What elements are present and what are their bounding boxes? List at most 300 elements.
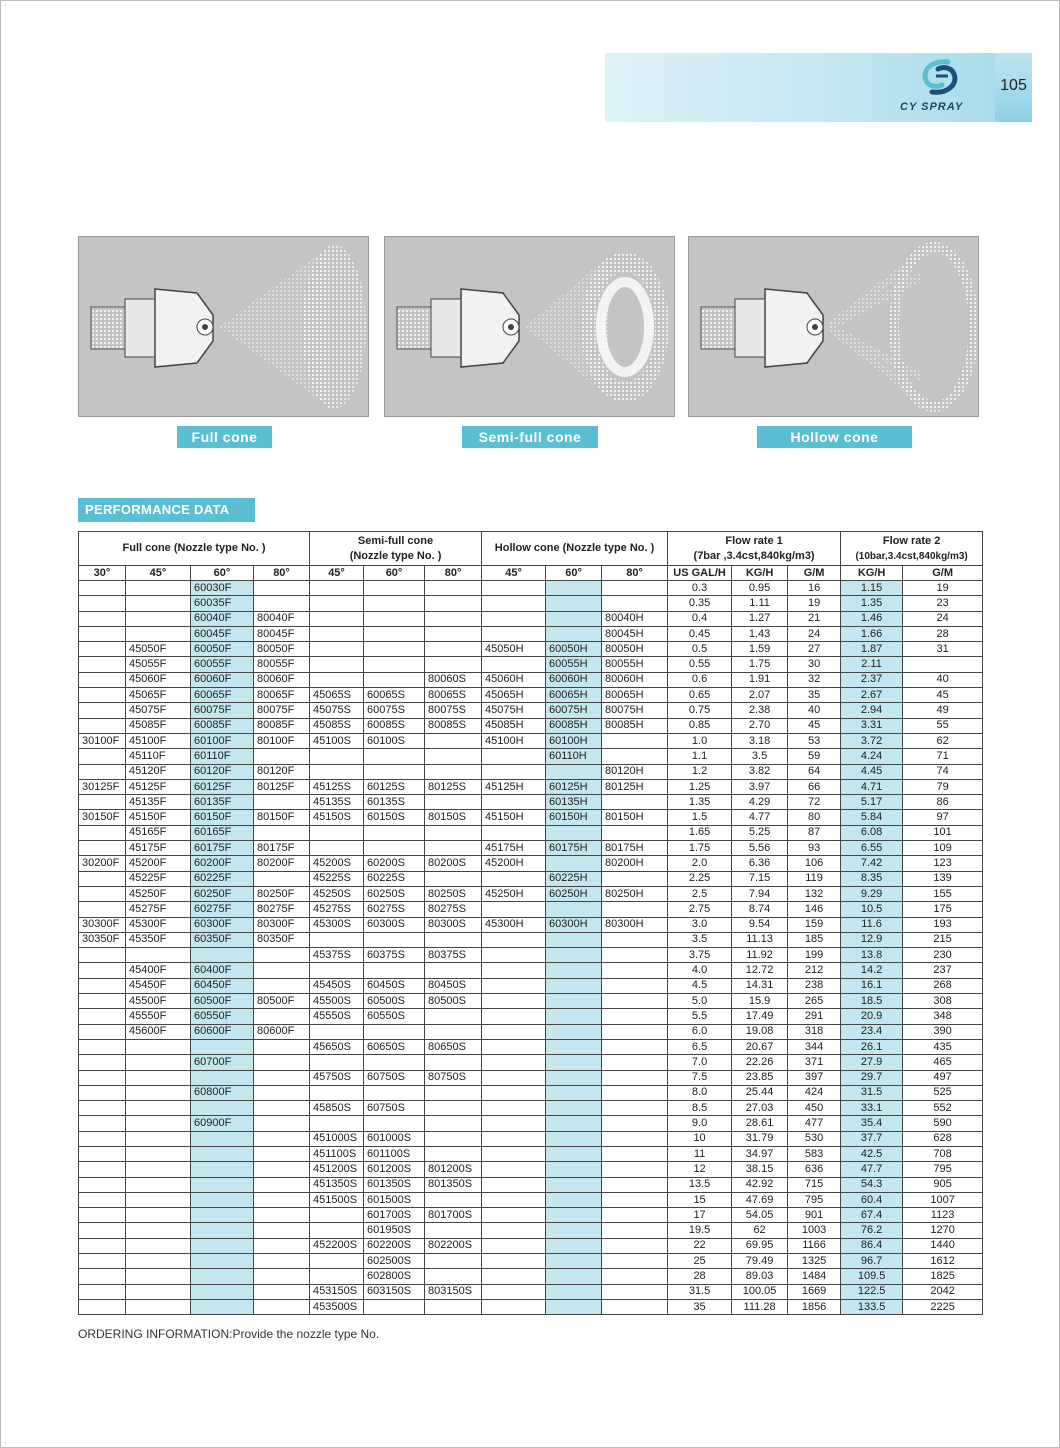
column-header: KG/H: [841, 566, 903, 581]
table-cell: 80275F: [254, 902, 310, 917]
table-cell: [364, 1055, 425, 1070]
table-cell: 80065H: [602, 688, 668, 703]
table-cell: [602, 1208, 668, 1223]
table-cell: 45065F: [126, 688, 191, 703]
table-cell: 80075F: [254, 703, 310, 718]
table-cell: [364, 963, 425, 978]
table-cell: 47.69: [732, 1192, 788, 1207]
table-cell: 318: [788, 1024, 841, 1039]
table-cell: [546, 1208, 602, 1223]
table-cell: 27: [788, 642, 841, 657]
table-cell: 80065F: [254, 688, 310, 703]
table-cell: 31: [903, 642, 983, 657]
table-cell: [602, 1146, 668, 1161]
table-cell: 60300S: [364, 917, 425, 932]
header-semi-full-line1: Semi-full cone: [357, 534, 434, 547]
table-cell: [425, 657, 482, 672]
table-cell: [364, 825, 425, 840]
table-cell: 477: [788, 1116, 841, 1131]
table-cell: 10: [668, 1131, 732, 1146]
table-cell: [602, 963, 668, 978]
table-cell: [126, 1192, 191, 1207]
table-cell: 66: [788, 779, 841, 794]
table-cell: 13.5: [668, 1177, 732, 1192]
table-cell: 3.97: [732, 779, 788, 794]
table-cell: 9.54: [732, 917, 788, 932]
table-cell: [254, 1238, 310, 1253]
table-cell: [191, 948, 254, 963]
table-cell: [191, 1208, 254, 1223]
table-cell: [546, 1055, 602, 1070]
table-cell: 16.1: [841, 978, 903, 993]
table-cell: 0.4: [668, 611, 732, 626]
table-cell: 45225F: [126, 871, 191, 886]
table-body: [79, 581, 983, 1315]
table-cell: 45400F: [126, 963, 191, 978]
table-cell: 45200F: [126, 856, 191, 871]
table-cell: 155: [903, 886, 983, 901]
table-cell: [310, 1254, 364, 1269]
table-cell: 1.1: [668, 749, 732, 764]
table-cell: 60275S: [364, 902, 425, 917]
table-cell: 1.27: [732, 611, 788, 626]
column-header: G/M: [903, 566, 983, 581]
table-cell: [546, 1284, 602, 1299]
table-cell: 60600F: [191, 1024, 254, 1039]
table-cell: 3.75: [668, 948, 732, 963]
table-cell: [191, 1223, 254, 1238]
table-cell: 19.5: [668, 1223, 732, 1238]
table-cell: [546, 1299, 602, 1314]
table-cell: 237: [903, 963, 983, 978]
table-cell: 80300F: [254, 917, 310, 932]
table-cell: 4.0: [668, 963, 732, 978]
table-cell: [79, 841, 126, 856]
table-cell: [254, 1101, 310, 1116]
table-cell: [546, 1254, 602, 1269]
table-cell: 80450S: [425, 978, 482, 993]
table-cell: 80500S: [425, 994, 482, 1009]
table-cell: [364, 1116, 425, 1131]
column-header: US GAL/H: [668, 566, 732, 581]
table-cell: [482, 932, 546, 947]
table-cell: [254, 948, 310, 963]
table-cell: 45550S: [310, 1009, 364, 1024]
table-cell: 602800S: [364, 1269, 425, 1284]
table-cell: 60060H: [546, 672, 602, 687]
table-cell: [126, 1284, 191, 1299]
column-header: 45°: [126, 566, 191, 581]
table-cell: 79.49: [732, 1254, 788, 1269]
table-cell: [79, 1101, 126, 1116]
table-cell: [602, 871, 668, 886]
table-cell: 35.4: [841, 1116, 903, 1131]
table-cell: 33.1: [841, 1101, 903, 1116]
table-cell: 49: [903, 703, 983, 718]
table-cell: 1166: [788, 1238, 841, 1253]
table-cell: [79, 1177, 126, 1192]
table-cell: [310, 963, 364, 978]
table-cell: [254, 1269, 310, 1284]
table-cell: 5.17: [841, 795, 903, 810]
table-cell: 308: [903, 994, 983, 1009]
table-cell: 26.1: [841, 1039, 903, 1054]
table-row: [79, 688, 983, 703]
table-cell: 17: [668, 1208, 732, 1223]
table-cell: 424: [788, 1085, 841, 1100]
table-cell: [310, 596, 364, 611]
table-cell: [254, 978, 310, 993]
table-cell: 23.4: [841, 1024, 903, 1039]
table-cell: 451200S: [310, 1162, 364, 1177]
table-cell: [191, 1177, 254, 1192]
table-cell: [310, 657, 364, 672]
table-cell: 45600F: [126, 1024, 191, 1039]
table-cell: 452200S: [310, 1238, 364, 1253]
table-cell: 45125F: [126, 779, 191, 794]
table-cell: 60200S: [364, 856, 425, 871]
table-cell: [425, 1131, 482, 1146]
table-cell: 19: [788, 596, 841, 611]
table-cell: 0.35: [668, 596, 732, 611]
table-cell: [310, 642, 364, 657]
table-cell: [482, 1162, 546, 1177]
table-cell: 80200S: [425, 856, 482, 871]
table-cell: [254, 871, 310, 886]
table-cell: [191, 1254, 254, 1269]
table-cell: [79, 1284, 126, 1299]
table-cell: [546, 626, 602, 641]
table-cell: [310, 1024, 364, 1039]
table-cell: 45075F: [126, 703, 191, 718]
table-cell: [79, 825, 126, 840]
table-cell: [546, 994, 602, 1009]
table-cell: [602, 1254, 668, 1269]
table-cell: 106: [788, 856, 841, 871]
table-cell: 2.94: [841, 703, 903, 718]
table-cell: 45135S: [310, 795, 364, 810]
table-cell: 23.85: [732, 1070, 788, 1085]
table-cell: 1612: [903, 1254, 983, 1269]
table-cell: 60550S: [364, 1009, 425, 1024]
table-cell: [482, 626, 546, 641]
table-cell: [546, 1039, 602, 1054]
table-cell: [79, 1085, 126, 1100]
table-cell: [425, 871, 482, 886]
table-cell: [546, 948, 602, 963]
table-cell: [425, 1009, 482, 1024]
table-cell: [425, 764, 482, 779]
table-cell: 80060S: [425, 672, 482, 687]
table-cell: [310, 932, 364, 947]
table-cell: 123: [903, 856, 983, 871]
table-cell: 14.31: [732, 978, 788, 993]
table-row: [79, 978, 983, 993]
table-cell: [79, 611, 126, 626]
table-cell: [79, 1238, 126, 1253]
table-cell: 60125H: [546, 779, 602, 794]
table-cell: 45085S: [310, 718, 364, 733]
table-cell: [254, 749, 310, 764]
table-cell: 27.9: [841, 1055, 903, 1070]
table-cell: 9.29: [841, 886, 903, 901]
table-row: [79, 581, 983, 596]
table-cell: 60750S: [364, 1101, 425, 1116]
table-cell: 601200S: [364, 1162, 425, 1177]
table-row: [79, 932, 983, 947]
table-cell: 60120F: [191, 764, 254, 779]
table-cell: 7.15: [732, 871, 788, 886]
table-cell: [79, 688, 126, 703]
table-cell: 801700S: [425, 1208, 482, 1223]
table-cell: 11: [668, 1146, 732, 1161]
table-cell: [79, 871, 126, 886]
column-header: 80°: [602, 566, 668, 581]
table-cell: 60055F: [191, 657, 254, 672]
table-cell: [425, 611, 482, 626]
table-cell: 86: [903, 795, 983, 810]
table-cell: [546, 1131, 602, 1146]
table-cell: 60300H: [546, 917, 602, 932]
table-cell: [79, 718, 126, 733]
table-cell: [546, 1024, 602, 1039]
table-cell: 28.61: [732, 1116, 788, 1131]
table-cell: [191, 1192, 254, 1207]
table-cell: [482, 1085, 546, 1100]
table-cell: 19: [903, 581, 983, 596]
table-row: [79, 1299, 983, 1314]
table-cell: [79, 1070, 126, 1085]
table-cell: [126, 1269, 191, 1284]
table-row: [79, 948, 983, 963]
table-cell: 24: [903, 611, 983, 626]
table-cell: 601700S: [364, 1208, 425, 1223]
table-cell: [546, 611, 602, 626]
table-cell: [79, 978, 126, 993]
table-cell: 60175H: [546, 841, 602, 856]
table-cell: 451100S: [310, 1146, 364, 1161]
table-cell: 122.5: [841, 1284, 903, 1299]
table-cell: 12.9: [841, 932, 903, 947]
table-cell: 23: [903, 596, 983, 611]
table-cell: [79, 1055, 126, 1070]
table-cell: 3.72: [841, 733, 903, 748]
table-row: [79, 994, 983, 1009]
table-cell: [482, 1055, 546, 1070]
column-header: 45°: [482, 566, 546, 581]
table-cell: 60200F: [191, 856, 254, 871]
table-cell: 119: [788, 871, 841, 886]
table-cell: [482, 581, 546, 596]
table-cell: [126, 581, 191, 596]
table-cell: 76.2: [841, 1223, 903, 1238]
table-cell: 6.36: [732, 856, 788, 871]
table-cell: 80085F: [254, 718, 310, 733]
table-cell: [126, 1177, 191, 1192]
table-cell: [425, 596, 482, 611]
table-cell: [310, 626, 364, 641]
table-cell: [602, 581, 668, 596]
table-cell: [79, 657, 126, 672]
table-cell: [79, 764, 126, 779]
table-cell: 79: [903, 779, 983, 794]
table-cell: 16: [788, 581, 841, 596]
table-cell: 1007: [903, 1192, 983, 1207]
table-cell: [310, 1223, 364, 1238]
table-cell: [310, 749, 364, 764]
table-cell: 60165F: [191, 825, 254, 840]
table-cell: 802200S: [425, 1238, 482, 1253]
table-cell: [425, 1146, 482, 1161]
table-cell: 60055H: [546, 657, 602, 672]
header-full-cone: Full cone (Nozzle type No. ): [79, 532, 310, 566]
table-cell: [482, 1177, 546, 1192]
table-cell: 45500S: [310, 994, 364, 1009]
table-cell: 60110F: [191, 749, 254, 764]
header-flow1-line1: Flow rate 1: [725, 534, 783, 547]
column-header: 30°: [79, 566, 126, 581]
table-cell: 9.0: [668, 1116, 732, 1131]
table-cell: 80065S: [425, 688, 482, 703]
table-cell: [79, 1254, 126, 1269]
table-cell: 62: [903, 733, 983, 748]
table-cell: 397: [788, 1070, 841, 1085]
table-cell: [482, 795, 546, 810]
table-cell: 47.7: [841, 1162, 903, 1177]
table-cell: [364, 657, 425, 672]
table-cell: 60065F: [191, 688, 254, 703]
table-cell: 265: [788, 994, 841, 1009]
table-cell: 601950S: [364, 1223, 425, 1238]
table-cell: 60300F: [191, 917, 254, 932]
table-cell: 5.56: [732, 841, 788, 856]
table-row: [79, 856, 983, 871]
table-cell: 42.5: [841, 1146, 903, 1161]
table-cell: 45150F: [126, 810, 191, 825]
table-cell: [602, 1101, 668, 1116]
table-cell: 30100F: [79, 733, 126, 748]
table-cell: 2.67: [841, 688, 903, 703]
table-cell: 80045H: [602, 626, 668, 641]
table-cell: 139: [903, 871, 983, 886]
table-row: [79, 749, 983, 764]
table-row: [79, 718, 983, 733]
table-cell: 18.5: [841, 994, 903, 1009]
table-cell: 45225S: [310, 871, 364, 886]
table-cell: 30: [788, 657, 841, 672]
table-cell: [79, 1269, 126, 1284]
table-cell: 45850S: [310, 1101, 364, 1116]
table-row: [79, 1070, 983, 1085]
table-cell: 497: [903, 1070, 983, 1085]
table-cell: 1270: [903, 1223, 983, 1238]
table-cell: 0.85: [668, 718, 732, 733]
table-cell: 59: [788, 749, 841, 764]
table-cell: [126, 1039, 191, 1054]
table-cell: [425, 642, 482, 657]
table-cell: 5.0: [668, 994, 732, 1009]
table-cell: [191, 1039, 254, 1054]
column-header: 45°: [310, 566, 364, 581]
table-cell: [254, 581, 310, 596]
table-cell: 12: [668, 1162, 732, 1177]
table-cell: 80150H: [602, 810, 668, 825]
table-cell: [126, 626, 191, 641]
table-cell: 80060H: [602, 672, 668, 687]
table-cell: [126, 596, 191, 611]
table-cell: 2.11: [841, 657, 903, 672]
table-cell: 86.4: [841, 1238, 903, 1253]
table-cell: 2.5: [668, 886, 732, 901]
table-cell: 601350S: [364, 1177, 425, 1192]
table-cell: 801200S: [425, 1162, 482, 1177]
table-cell: 7.5: [668, 1070, 732, 1085]
table-cell: 45110F: [126, 749, 191, 764]
table-cell: [310, 672, 364, 687]
table-cell: 628: [903, 1131, 983, 1146]
table-cell: [191, 1284, 254, 1299]
table-cell: 80500F: [254, 994, 310, 1009]
table-cell: 60100F: [191, 733, 254, 748]
table-cell: [482, 1131, 546, 1146]
table-cell: [482, 1116, 546, 1131]
table-cell: [546, 1269, 602, 1284]
table-cell: [254, 1085, 310, 1100]
table-row: [79, 596, 983, 611]
table-cell: 45500F: [126, 994, 191, 1009]
table-cell: 80150S: [425, 810, 482, 825]
table-cell: [364, 672, 425, 687]
table-row: [79, 810, 983, 825]
table-cell: [126, 1116, 191, 1131]
table-cell: 25: [668, 1254, 732, 1269]
column-header: KG/H: [732, 566, 788, 581]
table-cell: [546, 581, 602, 596]
table-cell: 60500F: [191, 994, 254, 1009]
table-cell: [310, 1208, 364, 1223]
table-cell: 38.15: [732, 1162, 788, 1177]
column-header: 60°: [364, 566, 425, 581]
table-cell: 2.0: [668, 856, 732, 871]
table-cell: 1.15: [841, 581, 903, 596]
header-hollow-cone: Hollow cone (Nozzle type No. ): [482, 532, 668, 566]
table-cell: 109.5: [841, 1269, 903, 1284]
table-cell: [191, 1131, 254, 1146]
table-cell: 80100F: [254, 733, 310, 748]
table-cell: 6.0: [668, 1024, 732, 1039]
table-row: [79, 1238, 983, 1253]
table-cell: 60800F: [191, 1085, 254, 1100]
column-header: 80°: [425, 566, 482, 581]
table-cell: [482, 1009, 546, 1024]
table-cell: [602, 1223, 668, 1238]
table-cell: 20.9: [841, 1009, 903, 1024]
table-cell: 45250H: [482, 886, 546, 901]
table-cell: 100.05: [732, 1284, 788, 1299]
table-column-header-row: [79, 566, 983, 581]
table-cell: 45165F: [126, 825, 191, 840]
table-row: [79, 1024, 983, 1039]
table-row: [79, 1192, 983, 1207]
table-cell: 80085S: [425, 718, 482, 733]
table-cell: 193: [903, 917, 983, 932]
table-row: [79, 1009, 983, 1024]
header-flow2-line2: (10bar,3.4cst,840kg/m3): [855, 550, 968, 562]
table-cell: 109: [903, 841, 983, 856]
table-cell: 1.75: [668, 841, 732, 856]
table-cell: [602, 733, 668, 748]
table-cell: 27.03: [732, 1101, 788, 1116]
